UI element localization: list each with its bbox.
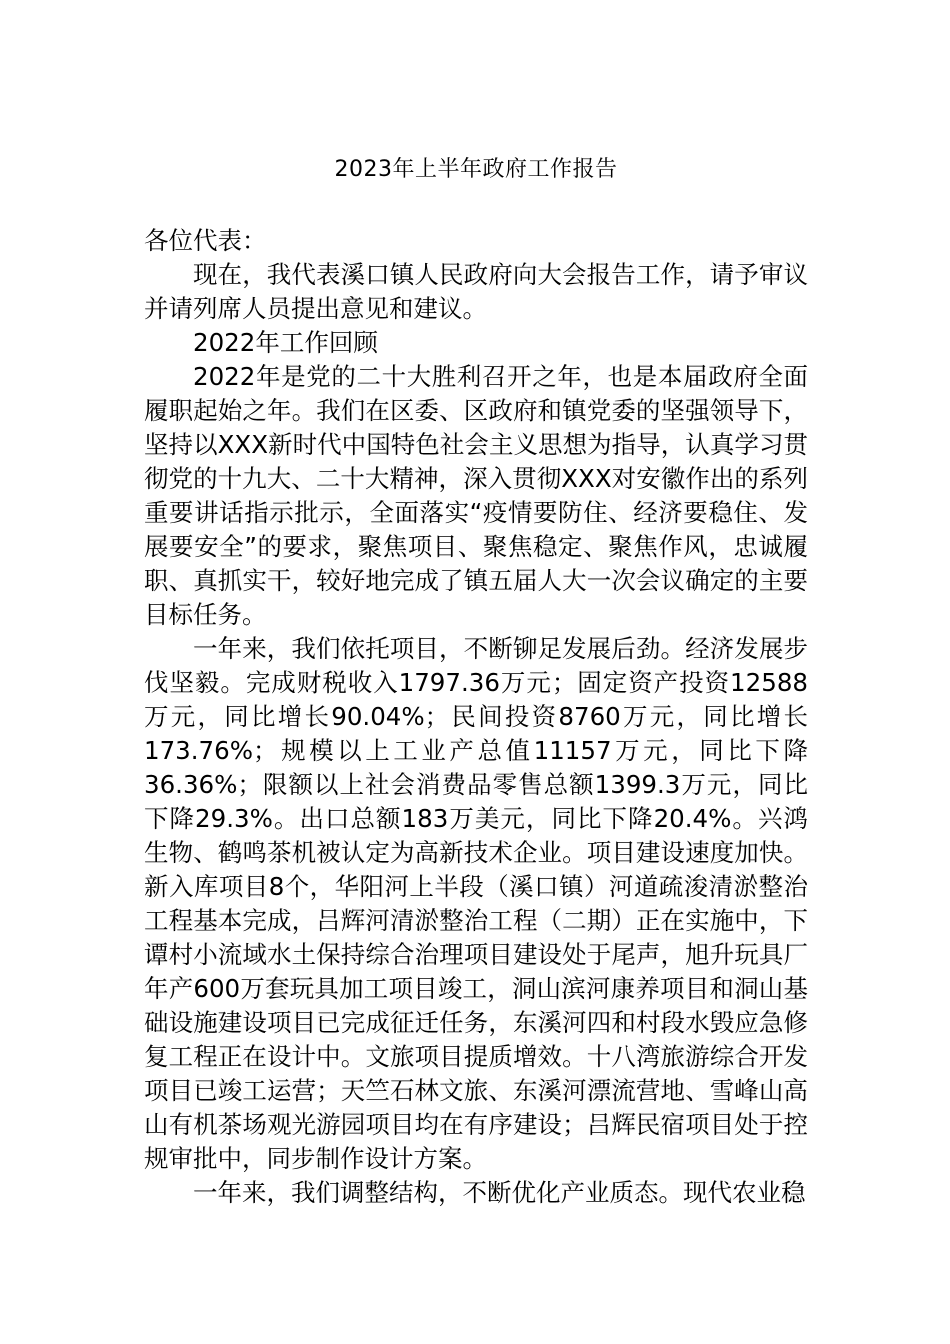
paragraph-overview: 2022年是党的二十大胜利召开之年，也是本届政府全面履职起始之年。我们在区委、区政府和镇党委的坚强领导下，坚持以XXX新时代中国特色社会主义思想为指导，认真学习贯彻党的十九大、二十大精神，深入贯彻XXX对安徽作出的系列重要讲话指示批示，全面落实“疫情要防住、经济要稳住、发展要安全”的要求，聚焦项目、聚焦稳定、聚焦作风，忠诚履职、真抓实干，较好地完成了镇五届人大一次会议确定的主要目标任务。 xyxy=(144,362,808,629)
salutation: 各位代表： xyxy=(144,226,267,255)
document-page xyxy=(144,150,808,1210)
document-title: 2023年上半年政府工作报告 xyxy=(334,157,618,182)
paragraph-structure: 一年来，我们调整结构，不断优化产业质态。现代农业稳 xyxy=(193,1178,806,1207)
paragraph-intro: 现在，我代表溪口镇人民政府向大会报告工作，请予审议并请列席人员提出意见和建议。 xyxy=(144,260,808,323)
paragraph-projects: 一年来，我们依托项目，不断铆足发展后劲。经济发展步伐坚毅。完成财税收入1797.36万元；固定资产投资12588万元，同比增长90.04%；民间投资8760万元，同比增长173.76%；规模以上工业产总值11157万元，同比下降36.36%；限额以上社会消费品零售总额1399.3万元，同比下降29.3%。出口总额183万美元，同比下降20.4%。兴鸿生物、鹤鸣茶机被认定为高新技术企业。项目建设速度加快。新入库项目8个，华阳河上半段（溪口镇）河道疏浚清淤整治工程基本完成，吕辉河清淤整治工程（二期）正在实施中，下谭村小流域水土保持综合治理项目建设处于尾声，旭升玩具厂年产600万套玩具加工项目竣工，洞山滨河康养项目和洞山基础设施建设项目已完成征迁任务，东溪河四和村段水毁应急修复工程正在设计中。文旅项目提质增效。十八湾旅游综合开发项目已竣工运营；天竺石林文旅、东溪河漂流营地、雪峰山高山有机茶场观光游园项目均在有序建设；吕辉民宿项目处于控规审批中，同步制作设计方案。 xyxy=(144,634,808,1173)
section-heading: 2022年工作回顾 xyxy=(193,328,378,357)
